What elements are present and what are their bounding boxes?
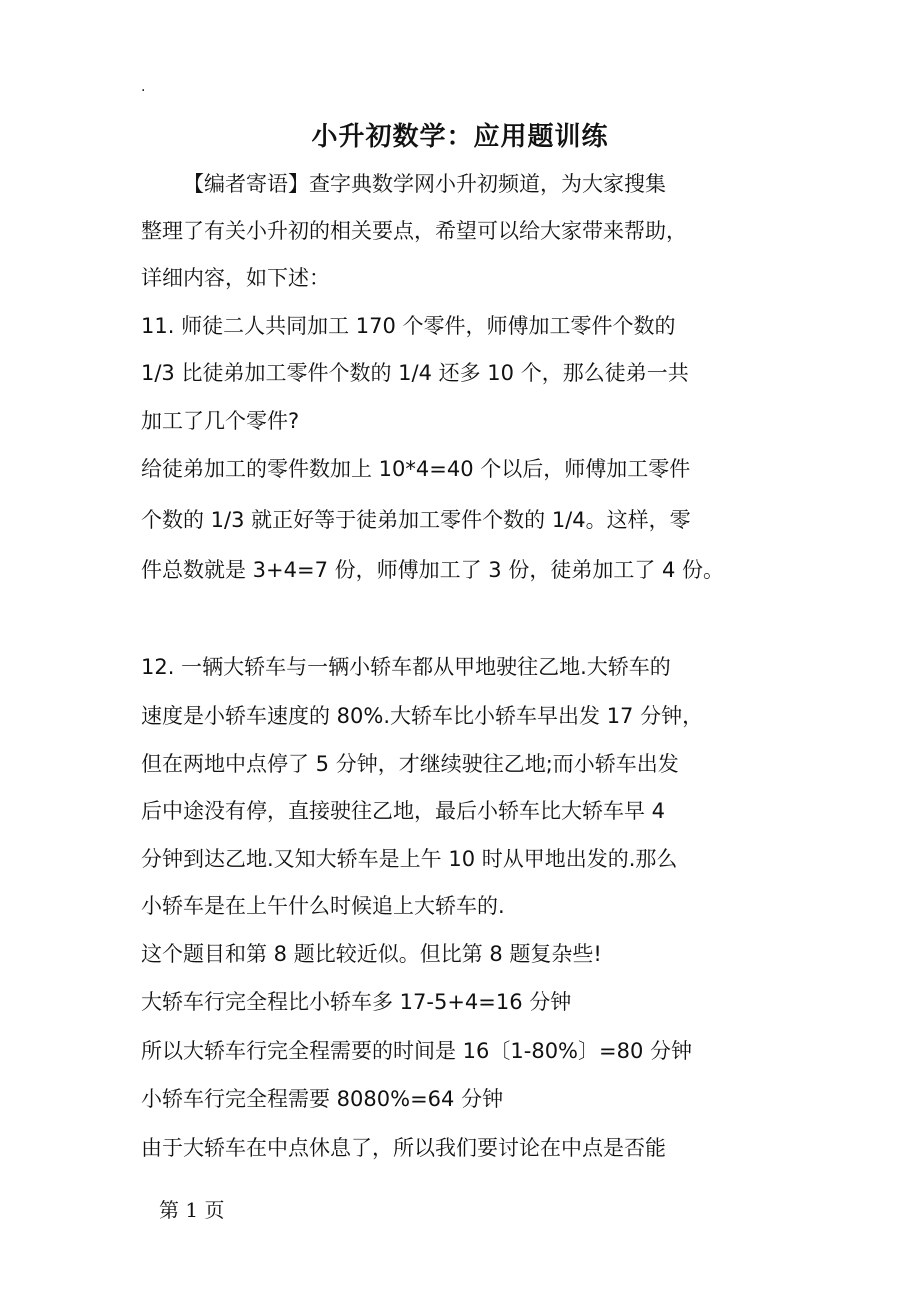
paragraph-line: 给徒弟加工的零件数加上 10*4=40 个以后，师傅加工零件 bbox=[141, 457, 691, 481]
paragraph-line: 分钟到达乙地.又知大轿车是上午 10 时从甲地出发的.那么 bbox=[141, 847, 678, 871]
paragraph-line: 详细内容，如下述： bbox=[141, 266, 330, 290]
paragraph-line: 小轿车行完全程需要 8080%=64 分钟 bbox=[141, 1087, 504, 1111]
paragraph-line: 11. 师徒二人共同加工 170 个零件，师傅加工零件个数的 bbox=[141, 314, 676, 338]
paragraph-line: 1/3 比徒弟加工零件个数的 1/4 还多 10 个，那么徒弟一共 bbox=[141, 361, 689, 385]
paragraph-line: 12. 一辆大轿车与一辆小轿车都从甲地驶往乙地.大轿车的 bbox=[141, 655, 671, 679]
paragraph-line: 加工了几个零件? bbox=[141, 409, 300, 433]
paragraph-line: 这个题目和第 8 题比较近似。但比第 8 题复杂些! bbox=[141, 942, 602, 966]
paragraph-line: 所以大轿车行完全程需要的时间是 16〔1-80%〕=80 分钟 bbox=[141, 1039, 693, 1063]
paragraph-line: 由于大轿车在中点休息了，所以我们要讨论在中点是否能 bbox=[141, 1136, 666, 1160]
paragraph-line: 件总数就是 3+4=7 份，师傅加工了 3 份，徒弟加工了 4 份。 bbox=[141, 558, 725, 582]
paragraph-line: 个数的 1/3 就正好等于徒弟加工零件个数的 1/4。这样，零 bbox=[141, 508, 691, 532]
paragraph-line: 但在两地中点停了 5 分钟，才继续驶往乙地;而小轿车出发 bbox=[141, 752, 679, 776]
paragraph-line: 速度是小轿车速度的 80%.大轿车比小轿车早出发 17 分钟， bbox=[141, 704, 704, 728]
paragraph-line: 【编者寄语】查字典数学网小升初频道，为大家搜集 bbox=[183, 172, 666, 196]
paragraph-line: 后中途没有停，直接驶往乙地，最后小轿车比大轿车早 4 bbox=[141, 799, 666, 823]
page-title: 小升初数学：应用题训练 bbox=[311, 122, 609, 152]
paragraph-line: 大轿车行完全程比小轿车多 17-5+4=16 分钟 bbox=[141, 990, 572, 1014]
top-dot: . bbox=[141, 79, 146, 95]
paragraph-line: 小轿车是在上午什么时候追上大轿车的. bbox=[141, 894, 505, 918]
page-number-footer: 第 1 页 bbox=[159, 1198, 225, 1222]
paragraph-line: 整理了有关小升初的相关要点，希望可以给大家带来帮助， bbox=[141, 219, 687, 243]
